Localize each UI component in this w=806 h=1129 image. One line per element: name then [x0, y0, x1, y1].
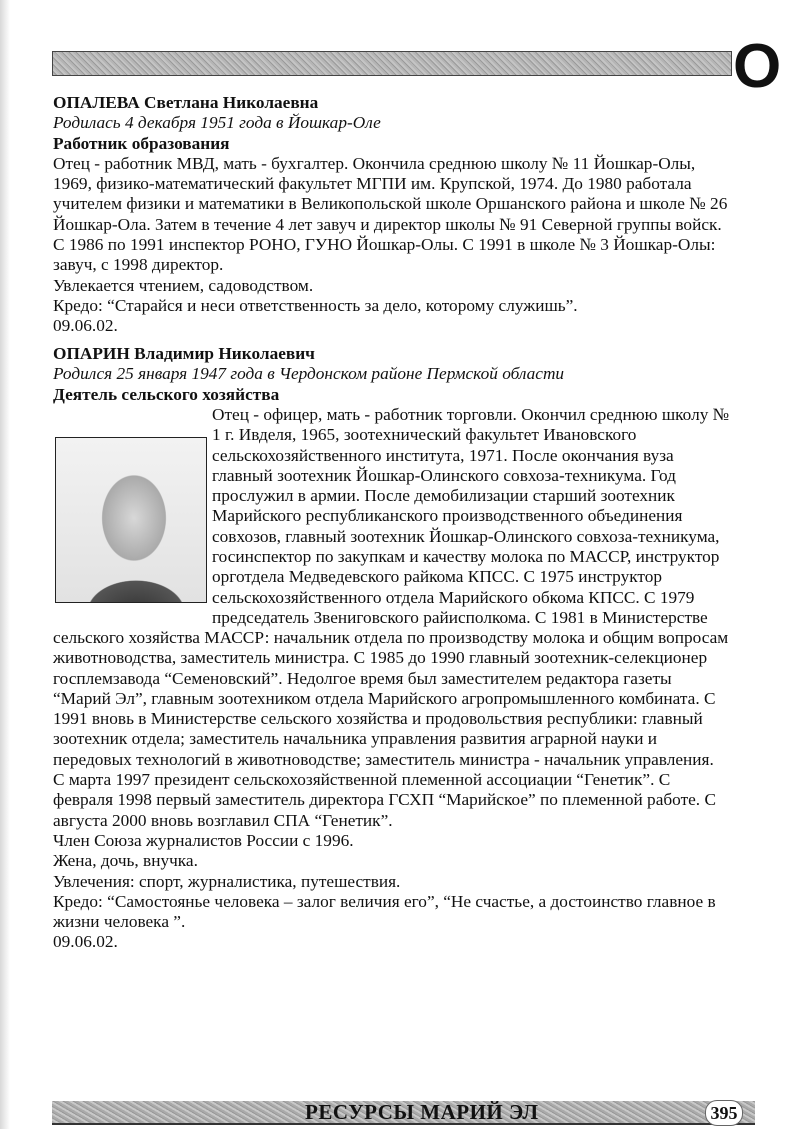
- entry-role: Работник образования: [53, 133, 230, 153]
- text-line: животноводства, заместитель министра. С 1985 до 1990 главный зоотехник-селекционер: [53, 648, 708, 668]
- text-line: С марта 1997 президент сельскохозяйственной племенной ассоциации “Генетик”. С: [53, 770, 671, 790]
- entry-oparin: [53, 344, 773, 405]
- entry-body: [53, 154, 773, 337]
- text-line: 1991 вновь в Министерстве сельского хозяйства и продовольствия республики: главный: [53, 709, 703, 729]
- text-line: 1969, физико-математический факультет МГПИ им. Крупской, 1974. До 1980 работала: [53, 174, 692, 194]
- text-line: сельского хозяйства МАССР: начальник отдела по производству молока и общим вопросам: [53, 628, 729, 647]
- page-edge-shadow: [0, 0, 10, 1129]
- text-line: сельскохозяйственного института, 1971. После окончания вуза: [212, 445, 674, 465]
- entry-opaleva: [53, 93, 773, 337]
- text-line: Йошкар-Ола. Затем в течение 4 лет завуч и директор школы № 91 Северной группы войск.: [53, 214, 722, 234]
- text-line: жизни человека ”.: [53, 912, 186, 932]
- text-line: февраля 1998 первый заместитель директора ГСХП “Марийское” по племенной работе. С: [53, 790, 716, 810]
- text-line: прослужил в армии. После демобилизации старший зоотехник: [212, 486, 675, 506]
- page-number: 395: [705, 1100, 743, 1126]
- entry-born: Родился 25 января 1947 года в Чердонском районе Пермской области: [53, 364, 565, 384]
- text-line: 09.06.02.: [53, 316, 118, 336]
- entry-body-wrapped: [212, 405, 729, 628]
- text-line: госплемзавода “Семеновский”. Недолгое время был заместителем редактора газеты: [53, 668, 672, 688]
- text-line: совхозов, главный зоотехник Йошкар-Олинского совхоза-техникума,: [212, 526, 720, 546]
- text-line: 09.06.02.: [53, 932, 118, 952]
- entry-role: Деятель сельского хозяйства: [53, 384, 280, 404]
- text-line: передовых технологий в животноводстве; заместитель министра - начальник управления.: [53, 749, 714, 769]
- text-line: Увлечения: спорт, журналистика, путешествия.: [53, 871, 401, 891]
- text-line: Кредо: “Старайся и неси ответственность за дело, которому служишь”.: [53, 295, 578, 315]
- text-line: Отец - работник МВД, мать - бухгалтер. Окончила среднюю школу № 11 Йошкар-Олы,: [53, 153, 696, 173]
- text-line: Марийского республиканского производственного объединения: [212, 506, 683, 526]
- entry-name: ОПАЛЕВА Светлана Николаевна: [53, 93, 319, 112]
- text-line: С 1986 по 1991 инспектор РОНО, ГУНО Йошкар-Олы. С 1991 в школе № 3 Йошкар-Олы:: [53, 235, 716, 255]
- text-line: Отец - офицер, мать - работник торговли. Окончил среднюю школу №: [212, 405, 730, 424]
- text-line: Увлекается чтением, садоводством.: [53, 275, 314, 295]
- text-line: сельскохозяйственного отдела Марийского обкома КПСС. С 1979: [212, 587, 695, 607]
- entry-body: [53, 628, 773, 953]
- text-line: Жена, дочь, внучка.: [53, 851, 198, 871]
- text-line: орготдела Медведевского райкома КПСС. С 1975 инструктор: [212, 567, 662, 587]
- text-line: августа 2000 вновь возглавил СПА “Генетик”.: [53, 810, 393, 830]
- text-line: завуч, с 1998 директор.: [53, 255, 224, 275]
- text-line: госинспектор по закупкам и качеству молока по МАССР, инструктор: [212, 547, 720, 567]
- entry-born: Родилась 4 декабря 1951 года в Йошкар-Оле: [53, 113, 381, 133]
- text-line: Член Союза журналистов России с 1996.: [53, 830, 354, 850]
- section-letter: О: [733, 32, 782, 101]
- header-bar: [52, 51, 732, 76]
- portrait-photo: [55, 437, 207, 603]
- text-line: Кредо: “Самостоянье человека – залог величия его”, “Не счастье, а достоинство главное в: [53, 891, 716, 911]
- text-line: зоотехник отдела; заместитель начальника управления развития аграрной науки и: [53, 729, 658, 749]
- footer-title: РЕСУРСЫ МАРИЙ ЭЛ: [305, 1100, 539, 1124]
- text-line: председатель Звениговского райисполкома. С 1981 в Министерстве: [212, 607, 708, 627]
- text-line: 1 г. Ивделя, 1965, зоотехнический факультет Ивановского: [212, 425, 637, 445]
- text-line: учителем физики и математики в Великопольской школе Оршанского района и школе № 26: [53, 194, 728, 214]
- text-line: “Марий Эл”, главным зоотехником отдела Марийского агропромышленного комбината. С: [53, 688, 716, 708]
- entry-name: ОПАРИН Владимир Николаевич: [53, 344, 315, 363]
- text-line: главный зоотехник Йошкар-Олинского совхоза-техникума. Год: [212, 465, 676, 485]
